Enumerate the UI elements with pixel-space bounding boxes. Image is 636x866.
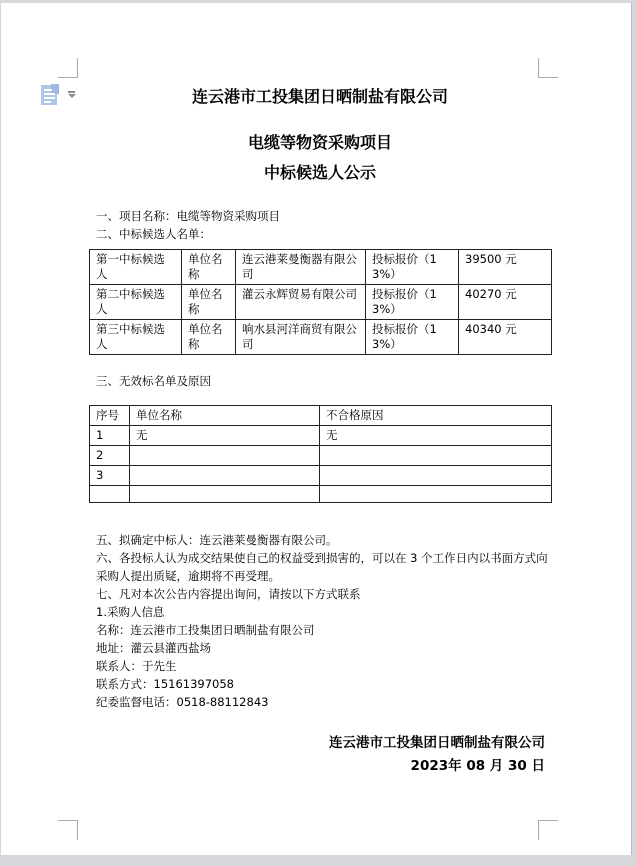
section-invalid-heading: 三、无效标名单及原因 [96, 374, 211, 388]
table-row [90, 446, 552, 466]
signature-date: 2023年 08 月 30 日 [410, 758, 545, 774]
table-cell: 40340 元 [459, 320, 552, 355]
contact-supervision-phone: 纪委监督电话：0518-88112843 [96, 695, 269, 709]
table-cell: 不合格原因 [320, 406, 552, 426]
table-cell [320, 466, 552, 486]
candidates-table [89, 249, 552, 355]
table-row [90, 285, 552, 320]
table-cell: 单位名称 [182, 320, 236, 355]
document-title-project: 电缆等物资采购项目 [247, 133, 392, 152]
table-cell: 单位名称 [182, 285, 236, 320]
signature-block [89, 732, 551, 778]
document-page [1, 3, 632, 855]
chevron-down-icon[interactable] [67, 90, 77, 100]
table-cell: 投标报价（13%） [366, 285, 459, 320]
table-cell: 投标报价（13%） [366, 320, 459, 355]
table-cell: 投标报价（13%） [366, 250, 459, 285]
table-row [90, 466, 552, 486]
section-objection-rule: 六、各投标人认为成交结果使自己的权益受到损害的，可以在 3 个工作日内以书面方式向采购人提出质疑，逾期将不再受理。 [96, 551, 548, 583]
signature-company: 连云港市工投集团日晒制盐有限公司 [329, 735, 545, 751]
table-cell: 灌云永辉贸易有限公司 [236, 285, 366, 320]
table-row [90, 486, 552, 503]
invalid-bids-table [89, 405, 552, 503]
table-cell [320, 446, 552, 466]
document-title-company: 连云港市工投集团日晒制盐有限公司 [191, 87, 448, 106]
table-cell [130, 446, 320, 466]
document-content [89, 87, 551, 778]
table-cell: 序号 [90, 406, 130, 426]
contact-address: 地址：灌云县灌西盐场 [96, 641, 211, 655]
section-awardee: 五、拟确定中标人：连云港莱曼衡器有限公司。 [96, 533, 338, 547]
table-cell [130, 486, 320, 503]
table-cell: 3 [90, 466, 130, 486]
crop-mark-bottom-right [538, 820, 558, 840]
table-cell: 单位名称 [182, 250, 236, 285]
table-cell: 响水县河洋商贸有限公司 [236, 320, 366, 355]
contact-person: 联系人：于先生 [96, 659, 177, 673]
section-project-name: 一、项目名称：电缆等物资采购项目 [96, 209, 280, 223]
table-cell [320, 486, 552, 503]
contact-name: 名称：连云港市工投集团日晒制盐有限公司 [96, 623, 315, 637]
table-row [90, 406, 552, 426]
document-title-notice: 中标候选人公示 [263, 163, 376, 182]
crop-mark-top-right [538, 58, 558, 78]
table-cell [90, 486, 130, 503]
section-candidates-heading: 二、中标候选人名单： [96, 227, 211, 241]
contact-heading: 1.采购人信息 [96, 605, 165, 619]
table-cell: 连云港莱曼衡器有限公司 [236, 250, 366, 285]
table-cell: 1 [90, 426, 130, 446]
table-cell: 2 [90, 446, 130, 466]
table-cell: 单位名称 [130, 406, 320, 426]
table-row [90, 426, 552, 446]
paste-options-button[interactable] [40, 84, 80, 106]
table-cell: 第三中标候选人 [90, 320, 182, 355]
table-cell [130, 466, 320, 486]
contact-phone: 联系方式：15161397058 [96, 677, 234, 691]
section-contact-intro: 七、凡对本次公告内容提出询问，请按以下方式联系 [96, 587, 361, 601]
table-cell: 第二中标候选人 [90, 285, 182, 320]
crop-mark-bottom-left [58, 820, 78, 840]
table-cell: 39500 元 [459, 250, 552, 285]
table-row [90, 320, 552, 355]
crop-mark-top-left [58, 58, 78, 78]
table-cell: 40270 元 [459, 285, 552, 320]
table-cell: 无 [320, 426, 552, 446]
table-cell: 无 [130, 426, 320, 446]
paste-clipboard-icon [40, 84, 61, 110]
table-row [90, 250, 552, 285]
table-cell: 第一中标候选人 [90, 250, 182, 285]
